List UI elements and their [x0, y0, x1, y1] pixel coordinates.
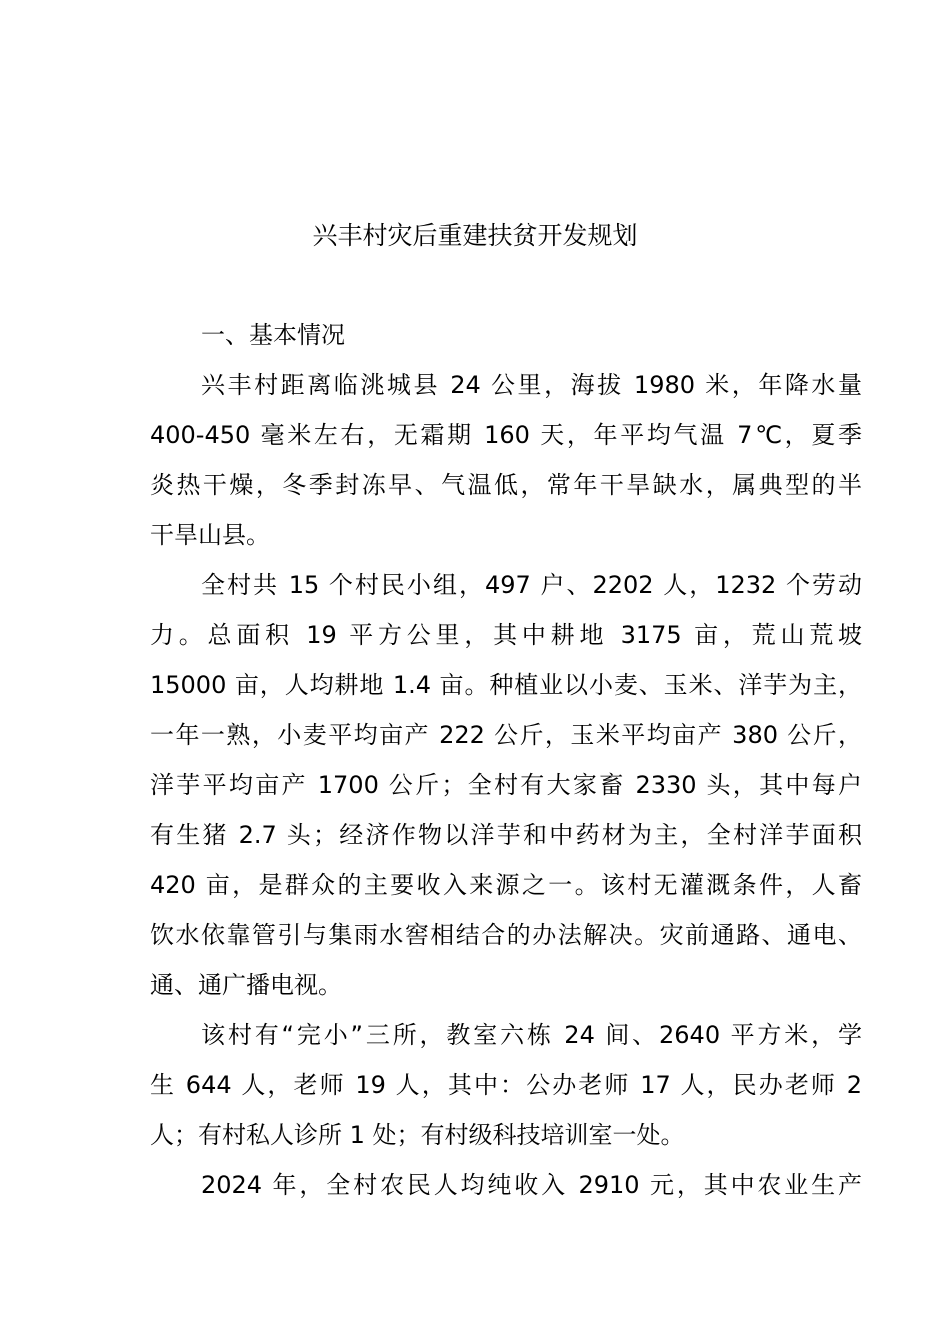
text-line: 人；有村私人诊所 1 处；有村级科技培训室一处。 — [150, 1121, 685, 1149]
text-line: 饮水依靠管引与集雨水窖相结合的办法解决。灾前通路、通电、 — [150, 921, 862, 949]
text-line: 该村有“完小”三所，教室六栋 24 间、2640 平方米，学 — [201, 1021, 862, 1049]
paragraph-education-health — [150, 1010, 862, 1160]
text-line: 生 644 人，老师 19 人，其中：公办老师 17 人，民办老师 2 — [150, 1071, 862, 1099]
text-line: 干旱山县。 — [150, 521, 270, 549]
text-line: 15000 亩，人均耕地 1.4 亩。种植业以小麦、玉米、洋芋为主， — [150, 671, 862, 699]
text-line: 兴丰村距离临洮城县 24 公里，海拔 1980 米，年降水量 — [201, 371, 862, 399]
paragraph-income — [150, 1160, 862, 1210]
section-heading-basic-info — [150, 310, 862, 360]
text-line: 力。总面积 19 平方公里，其中耕地 3175 亩，荒山荒坡 — [150, 621, 862, 649]
text-line: 全村共 15 个村民小组，497 户、2202 人，1232 个劳动 — [201, 571, 862, 599]
document-body — [150, 310, 862, 1210]
text-line: 洋芋平均亩产 1700 公斤；全村有大家畜 2330 头，其中每户 — [150, 771, 862, 799]
text-line: 2024 年，全村农民人均纯收入 2910 元，其中农业生产 — [201, 1171, 862, 1199]
text-line: 一年一熟，小麦平均亩产 222 公斤，玉米平均亩产 380 公斤， — [150, 721, 862, 749]
text-line: 一、基本情况 — [201, 321, 345, 349]
text-line: 400-450 毫米左右，无霜期 160 天，年平均气温 7℃，夏季 — [150, 421, 862, 449]
text-line: 420 亩，是群众的主要收入来源之一。该村无灌溉条件，人畜 — [150, 871, 862, 899]
text-line: 通、通广播电视。 — [150, 971, 342, 999]
paragraph-location-climate — [150, 360, 862, 560]
text-line: 炎热干燥，冬季封冻早、气温低，常年干旱缺水，属典型的半 — [150, 471, 862, 499]
text-line: 有生猪 2.7 头；经济作物以洋芋和中药材为主，全村洋芋面积 — [150, 821, 862, 849]
document-title: 兴丰村灾后重建扶贫开发规划 — [312, 221, 638, 250]
paragraph-population-agriculture — [150, 560, 862, 1010]
